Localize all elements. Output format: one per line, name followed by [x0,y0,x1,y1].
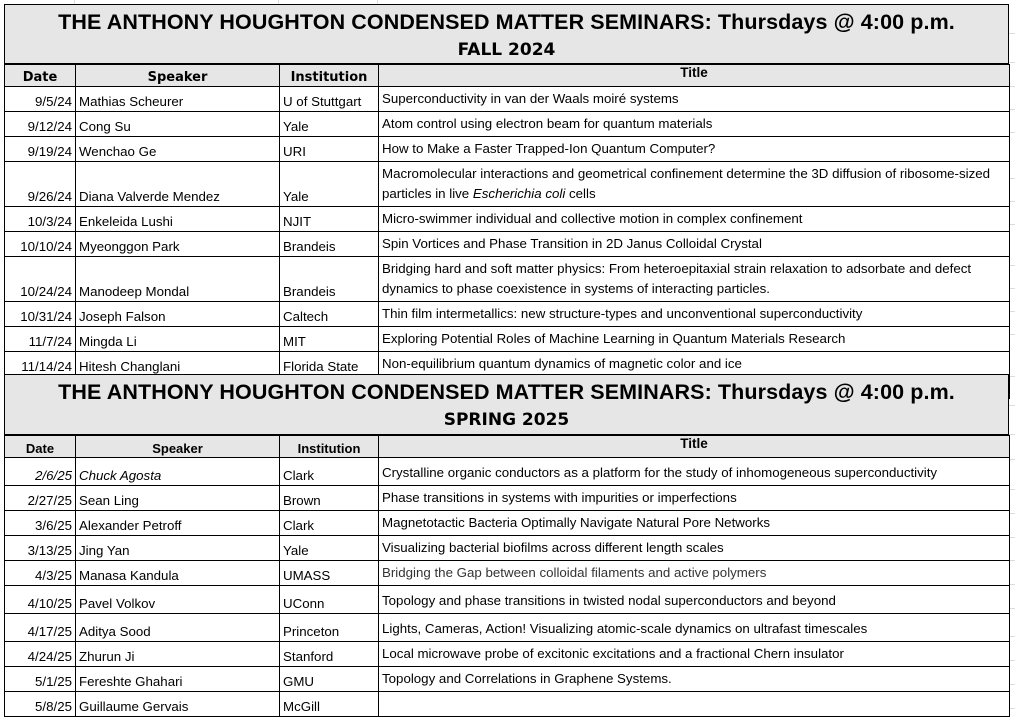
title-text-end: cells [565,186,596,201]
table-row [5,486,1010,511]
institution-cell[interactable]: Clark [280,458,379,486]
institution-column-header: Institution [280,65,379,87]
institution-cell[interactable]: Stanford [280,642,379,667]
institution-cell[interactable]: Princeton [280,614,379,642]
speaker-cell[interactable]: Myeonggon Park [76,232,280,257]
fall-banner [4,4,1009,64]
speaker-cell[interactable]: Chuck Agosta [76,458,280,486]
date-cell[interactable]: 3/6/25 [5,511,76,536]
spring-term-label: SPRING 2025 [443,410,570,430]
institution-cell[interactable]: GMU [280,667,379,692]
title-cell[interactable]: Atom control using electron beam for quantum materials [379,112,1010,137]
institution-cell[interactable]: Caltech [280,302,379,327]
table-row [5,207,1010,232]
table-row [5,137,1010,162]
table-row [5,692,1010,717]
date-cell[interactable]: 4/10/25 [5,586,76,614]
date-cell[interactable]: 10/3/24 [5,207,76,232]
table-row [5,257,1010,302]
title-cell[interactable]: Topology and Correlations in Graphene Systems. [379,667,1010,692]
speaker-cell[interactable]: Zhurun Ji [76,642,280,667]
fall-header-row [5,65,1010,87]
title-cell[interactable]: Topology and phase transitions in twisted nodal superconductors and beyond [379,586,1010,614]
speaker-cell[interactable]: Hitesh Changlani [76,352,280,377]
speaker-cell[interactable]: Sean Ling [76,486,280,511]
speaker-cell[interactable]: Fereshte Ghahari [76,667,280,692]
spring-header-row [5,436,1010,458]
fall-term-label: FALL 2024 [457,40,556,60]
table-row [5,614,1010,642]
date-cell[interactable]: 4/3/25 [5,561,76,586]
institution-cell[interactable]: Brown [280,486,379,511]
table-row [5,561,1010,586]
speaker-cell[interactable]: Joseph Falson [76,302,280,327]
date-cell[interactable]: 10/31/24 [5,302,76,327]
institution-cell[interactable]: NJIT [280,207,379,232]
fall-2024-section [4,4,1009,399]
date-cell[interactable]: 11/7/24 [5,327,76,352]
fall-banner-title: THE ANTHONY HOUGHTON CONDENSED MATTER SEMINARS: Thursdays @ 4:00 p.m. [58,10,955,34]
speaker-cell[interactable]: Enkeleida Lushi [76,207,280,232]
institution-cell[interactable]: MIT [280,327,379,352]
title-cell[interactable] [379,162,1010,207]
title-cell[interactable]: Superconductivity in van der Waals moiré systems [379,87,1010,112]
date-cell[interactable]: 4/17/25 [5,614,76,642]
table-row [5,511,1010,536]
title-cell[interactable]: Lights, Cameras, Action! Visualizing atomic-scale dynamics on ultrafast timescales [379,614,1010,642]
speaker-cell[interactable]: Diana Valverde Mendez [76,162,280,207]
title-cell[interactable]: Thin film intermetallics: new structure-types and unconventional superconductivity [379,302,1010,327]
table-row [5,302,1010,327]
speaker-cell[interactable]: Pavel Volkov [76,586,280,614]
table-row [5,162,1010,207]
title-cell[interactable]: Phase transitions in systems with impurities or imperfections [379,486,1010,511]
date-cell[interactable]: 2/6/25 [5,458,76,486]
speaker-column-header: Speaker [76,436,280,458]
title-cell[interactable]: Crystalline organic conductors as a platform for the study of inhomogeneous superconductivity [379,458,1010,486]
title-cell[interactable]: Spin Vortices and Phase Transition in 2D Janus Colloidal Crystal [379,232,1010,257]
date-cell[interactable]: 5/1/25 [5,667,76,692]
table-row [5,667,1010,692]
spring-banner [4,374,1009,435]
title-cell[interactable]: Bridging the Gap between colloidal filaments and active polymers [379,561,1010,586]
fall-schedule-table [4,64,1010,399]
date-cell[interactable]: 9/5/24 [5,87,76,112]
title-text: Macromolecular interactions and geometrical confinement determine the 3D diffusion of ribosome-sized particles in live [382,166,991,201]
title-cell[interactable]: Non-equilibrium quantum dynamics of magnetic color and ice [379,352,1010,377]
institution-cell[interactable]: UConn [280,586,379,614]
speaker-cell[interactable]: Jing Yan [76,536,280,561]
table-row [5,87,1010,112]
date-cell[interactable]: 11/14/24 [5,352,76,377]
date-cell[interactable]: 3/13/25 [5,536,76,561]
date-cell[interactable]: 9/26/24 [5,162,76,207]
speaker-column-header: Speaker [76,65,280,87]
speaker-cell[interactable]: Cong Su [76,112,280,137]
spring-schedule-table [4,435,1010,717]
date-cell[interactable]: 4/24/25 [5,642,76,667]
table-row [5,458,1010,486]
table-row [5,586,1010,614]
institution-cell[interactable]: UMASS [280,561,379,586]
title-cell[interactable]: Exploring Potential Roles of Machine Learning in Quantum Materials Research [379,327,1010,352]
table-row [5,112,1010,137]
institution-cell[interactable]: Yale [280,536,379,561]
speaker-cell[interactable]: Mathias Scheurer [76,87,280,112]
title-cell[interactable]: Bridging hard and soft matter physics: From heteroepitaxial strain relaxation to adsorbate and defect dynamics to phase coexistence in systems of interacting particles. [379,257,1010,302]
title-cell[interactable]: Magnetotactic Bacteria Optimally Navigate Natural Pore Networks [379,511,1010,536]
title-cell[interactable]: How to Make a Faster Trapped-Ion Quantum Computer? [379,137,1010,162]
institution-cell[interactable]: URI [280,137,379,162]
institution-cell[interactable]: Yale [280,162,379,207]
institution-cell[interactable]: Clark [280,511,379,536]
speaker-cell[interactable]: Aditya Sood [76,614,280,642]
title-column-header: Title [379,436,1010,458]
speaker-cell[interactable]: Manasa Kandula [76,561,280,586]
table-row [5,327,1010,352]
table-row [5,642,1010,667]
speaker-cell[interactable]: Wenchao Ge [76,137,280,162]
speaker-cell[interactable]: Manodeep Mondal [76,257,280,302]
table-row [5,232,1010,257]
date-cell[interactable]: 10/10/24 [5,232,76,257]
species-name-italic: Escherichia coli [472,186,566,201]
table-row [5,536,1010,561]
institution-cell[interactable]: Brandeis [280,232,379,257]
date-cell[interactable]: 2/27/25 [5,486,76,511]
date-column-header: Date [5,65,76,87]
institution-column-header: Institution [280,436,379,458]
table-row [5,352,1010,377]
speaker-cell[interactable]: Mingda Li [76,327,280,352]
title-cell[interactable]: Visualizing bacterial biofilms across different length scales [379,536,1010,561]
institution-cell[interactable]: Yale [280,112,379,137]
date-cell[interactable]: 9/19/24 [5,137,76,162]
date-column-header: Date [5,436,76,458]
title-cell[interactable]: Local microwave probe of excitonic excitations and a fractional Chern insulator [379,642,1010,667]
speaker-cell[interactable]: Guillaume Gervais [76,692,280,717]
title-column-header: Title [379,65,1010,87]
institution-cell[interactable]: McGill [280,692,379,717]
institution-cell[interactable]: Florida State [280,352,379,377]
title-cell[interactable] [379,692,1010,717]
title-cell[interactable]: Micro-swimmer individual and collective motion in complex confinement [379,207,1010,232]
institution-cell[interactable]: U of Stuttgart [280,87,379,112]
date-cell[interactable]: 5/8/25 [5,692,76,717]
speaker-cell[interactable]: Alexander Petroff [76,511,280,536]
spring-2025-section [4,374,1009,717]
date-cell[interactable]: 10/24/24 [5,257,76,302]
spring-banner-title: THE ANTHONY HOUGHTON CONDENSED MATTER SEMINARS: Thursdays @ 4:00 p.m. [58,380,955,404]
date-cell[interactable]: 9/12/24 [5,112,76,137]
institution-cell[interactable]: Brandeis [280,257,379,302]
